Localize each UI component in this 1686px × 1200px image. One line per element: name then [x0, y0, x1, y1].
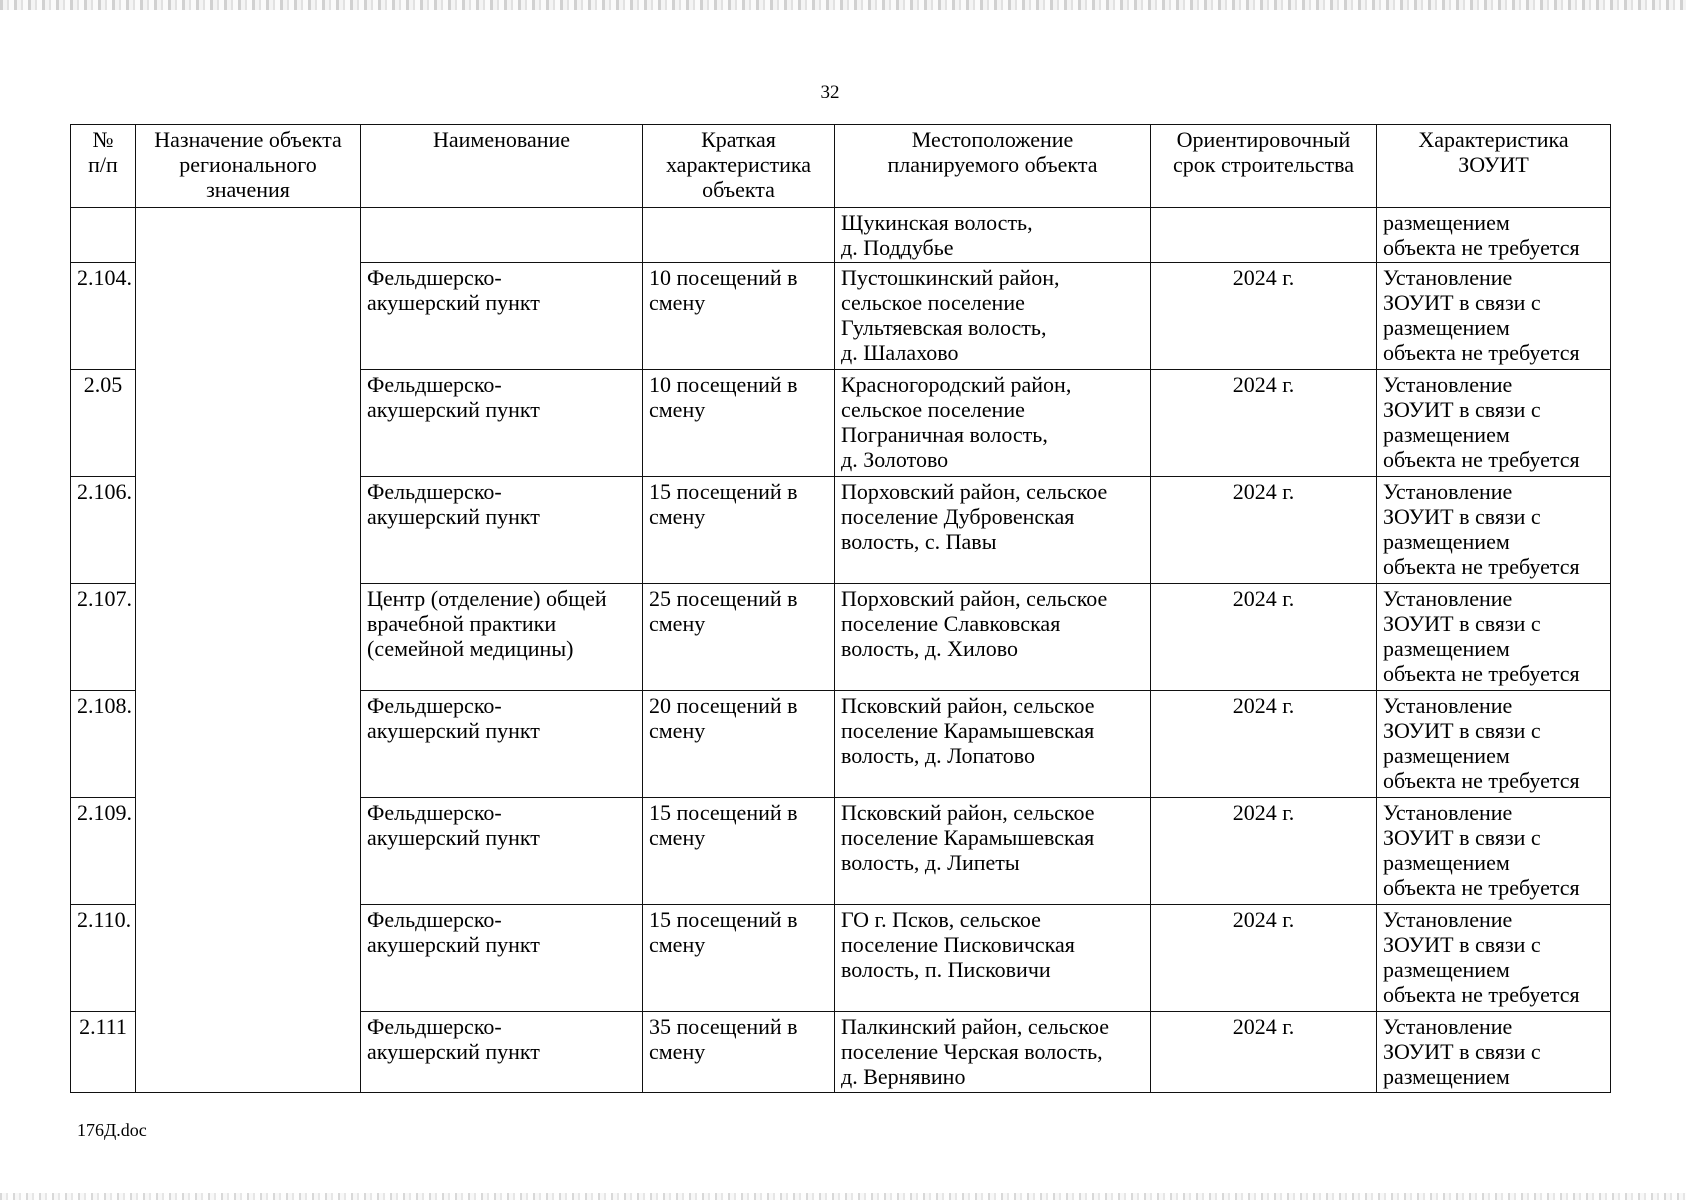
- cell-characteristic: 20 посещений в смену: [643, 691, 835, 798]
- cell-zouit: Установление ЗОУИТ в связи с размещением объекта не требуется: [1377, 905, 1611, 1012]
- cell-name: Фельдшерско- акушерский пункт: [361, 691, 643, 798]
- cell-characteristic: 35 посещений в смену: [643, 1012, 835, 1093]
- cell-characteristic: 10 посещений в смену: [643, 263, 835, 370]
- cell-zouit: Установление ЗОУИТ в связи с размещением объекта не требуется: [1377, 691, 1611, 798]
- cell-number: 2.106.: [71, 477, 136, 584]
- cell-location: Порховский район, сельское поселение Славковская волость, д. Хилово: [835, 584, 1151, 691]
- cell-name: Фельдшерско- акушерский пункт: [361, 263, 643, 370]
- cell-name: Фельдшерско- акушерский пункт: [361, 370, 643, 477]
- cell-term: 2024 г.: [1151, 691, 1377, 798]
- cell-purpose-merged: [136, 208, 361, 1093]
- cell-location: Пустошкинский район, сельское поселение Гультяевская волость, д. Шалахово: [835, 263, 1151, 370]
- cell-zouit: Установление ЗОУИТ в связи с размещением объекта не требуется: [1377, 477, 1611, 584]
- cell-characteristic: [643, 208, 835, 263]
- cell-location: Щукинская волость, д. Поддубье: [835, 208, 1151, 263]
- cell-characteristic: 25 посещений в смену: [643, 584, 835, 691]
- cell-characteristic: 10 посещений в смену: [643, 370, 835, 477]
- cell-number: [71, 208, 136, 263]
- cell-location: Псковский район, сельское поселение Карамышевская волость, д. Лопатово: [835, 691, 1151, 798]
- cell-term: 2024 г.: [1151, 1012, 1377, 1093]
- cell-location: Псковский район, сельское поселение Карамышевская волость, д. Липеты: [835, 798, 1151, 905]
- cell-number: 2.109.: [71, 798, 136, 905]
- cell-characteristic: 15 посещений в смену: [643, 798, 835, 905]
- cell-zouit: Установление ЗОУИТ в связи с размещением объекта не требуется: [1377, 263, 1611, 370]
- header-characteristic: Краткая характеристика объекта: [643, 125, 835, 208]
- cell-zouit: Установление ЗОУИТ в связи с размещением объекта не требуется: [1377, 798, 1611, 905]
- header-zouit: Характеристика ЗОУИТ: [1377, 125, 1611, 208]
- cell-term: [1151, 208, 1377, 263]
- cell-name: Фельдшерско- акушерский пункт: [361, 1012, 643, 1093]
- header-purpose: Назначение объекта регионального значения: [136, 125, 361, 208]
- cell-number: 2.05: [71, 370, 136, 477]
- cell-number: 2.108.: [71, 691, 136, 798]
- cell-term: 2024 г.: [1151, 905, 1377, 1012]
- cell-term: 2024 г.: [1151, 584, 1377, 691]
- cell-number: 2.104.: [71, 263, 136, 370]
- cell-characteristic: 15 посещений в смену: [643, 905, 835, 1012]
- cell-name: [361, 208, 643, 263]
- header-name: Наименование: [361, 125, 643, 208]
- cell-number: 2.107.: [71, 584, 136, 691]
- scan-edge-top: [0, 0, 1686, 10]
- document-file-name: 176Д.doc: [77, 1120, 147, 1140]
- header-number: № п/п: [71, 125, 136, 208]
- cell-name: Фельдшерско- акушерский пункт: [361, 905, 643, 1012]
- cell-location: Порховский район, сельское поселение Дубровенская волость, с. Павы: [835, 477, 1151, 584]
- cell-zouit: Установление ЗОУИТ в связи с размещением: [1377, 1012, 1611, 1093]
- scan-edge-bottom: [0, 1193, 1686, 1200]
- cell-term: 2024 г.: [1151, 798, 1377, 905]
- cell-zouit: Установление ЗОУИТ в связи с размещением объекта не требуется: [1377, 370, 1611, 477]
- cell-name: Центр (отделение) общей врачебной практики (семейной медицины): [361, 584, 643, 691]
- cell-name: Фельдшерско- акушерский пункт: [361, 798, 643, 905]
- cell-location: Палкинский район, сельское поселение Черская волость, д. Вернявино: [835, 1012, 1151, 1093]
- cell-location: ГО г. Псков, сельское поселение Писковичская волость, п. Писковичи: [835, 905, 1151, 1012]
- cell-location: Красногородский район, сельское поселение Пограничная волость, д. Золотово: [835, 370, 1151, 477]
- header-location: Местоположение планируемого объекта: [835, 125, 1151, 208]
- cell-zouit: Установление ЗОУИТ в связи с размещением объекта не требуется: [1377, 584, 1611, 691]
- cell-number: 2.111: [71, 1012, 136, 1093]
- cell-characteristic: 15 посещений в смену: [643, 477, 835, 584]
- header-term: Ориентировочный срок строительства: [1151, 125, 1377, 208]
- cell-term: 2024 г.: [1151, 477, 1377, 584]
- cell-term: 2024 г.: [1151, 370, 1377, 477]
- cell-name: Фельдшерско- акушерский пункт: [361, 477, 643, 584]
- table-header-row: [71, 125, 1611, 208]
- table-row-continuation: [71, 208, 1611, 263]
- cell-term: 2024 г.: [1151, 263, 1377, 370]
- cell-number: 2.110.: [71, 905, 136, 1012]
- page-number: 32: [820, 82, 840, 103]
- objects-table: [70, 124, 1611, 1093]
- cell-zouit: размещением объекта не требуется: [1377, 208, 1611, 263]
